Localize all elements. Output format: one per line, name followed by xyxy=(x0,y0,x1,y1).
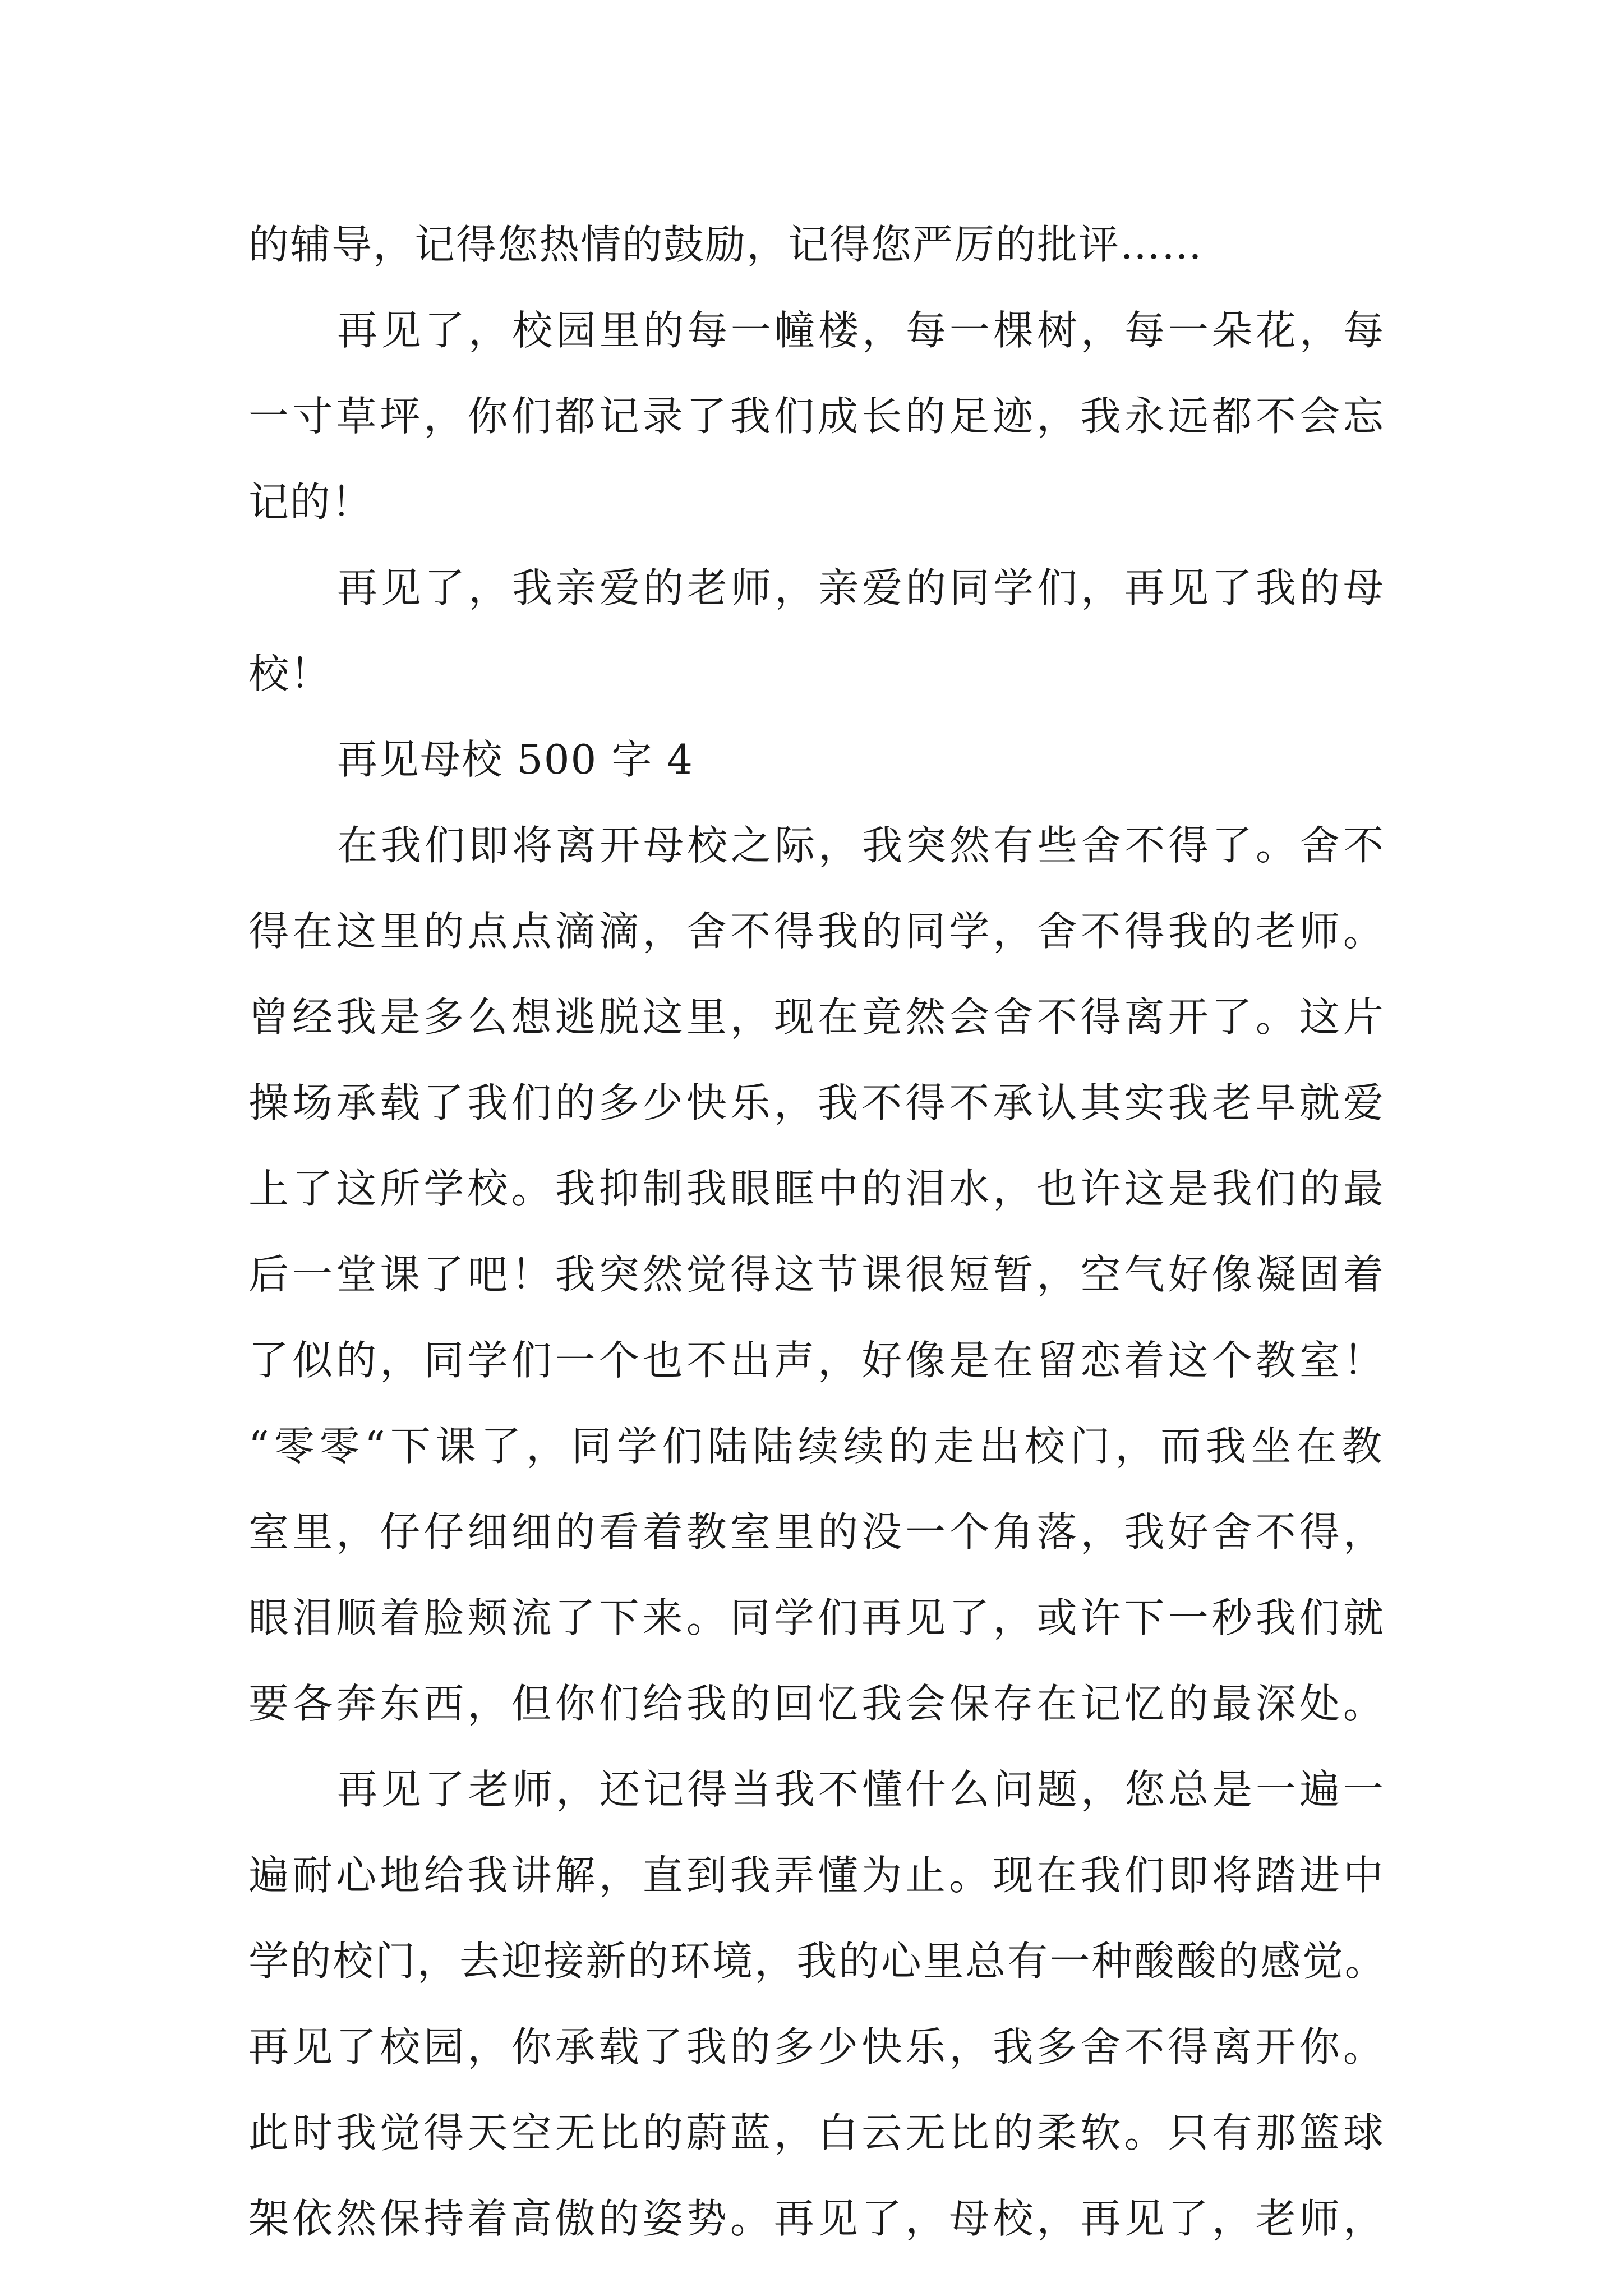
text-line: 上了这所学校。我抑制我眼眶中的泪水，也许这是我们的最 xyxy=(248,1165,1387,1212)
text-line: 操场承载了我们的多少快乐，我不得不承认其实我老早就爱 xyxy=(248,1079,1387,1126)
paragraph xyxy=(248,1747,1387,2262)
paragraph xyxy=(248,803,1387,1747)
text-line: 后一堂课了吧！我突然觉得这节课很短暂，空气好像凝固着 xyxy=(248,1251,1387,1298)
text-line: 记的！ xyxy=(248,478,374,526)
text-line: 此时我觉得天空无比的蔚蓝，白云无比的柔软。只有那篮球 xyxy=(248,2109,1387,2156)
paragraph xyxy=(248,202,1387,288)
text-line: 再见了老师，还记得当我不懂什么问题，您总是一遍一 xyxy=(337,1766,1387,1813)
text-line: 了似的，同学们一个也不出声，好像是在留恋着这个教室！ xyxy=(248,1337,1387,1384)
text-line: 再见了，我亲爱的老师，亲爱的同学们，再见了我的母 xyxy=(337,564,1387,611)
text-line: 再见了，校园里的每一幢楼，每一棵树，每一朵花，每 xyxy=(337,307,1387,354)
text-line: 在我们即将离开母校之际，我突然有些舍不得了。舍不 xyxy=(337,822,1387,869)
text-line: 曾经我是多么想逃脱这里，现在竟然会舍不得离开了。这片 xyxy=(248,993,1387,1041)
text-line: 的辅导，记得您热情的鼓励，记得您严厉的批评…… xyxy=(248,221,1204,268)
document-body xyxy=(248,202,1387,2262)
paragraph xyxy=(248,717,1387,803)
paragraph xyxy=(248,288,1387,545)
text-line: 遍耐心地给我讲解，直到我弄懂为止。现在我们即将踏进中 xyxy=(248,1852,1387,1899)
text-line: 要各奔东西，但你们给我的回忆我会保存在记忆的最深处。 xyxy=(248,1680,1387,1727)
text-line: 一寸草坪，你们都记录了我们成长的足迹，我永远都不会忘 xyxy=(248,393,1387,440)
paragraph xyxy=(248,545,1387,717)
text-line: 再见母校 500 字 4 xyxy=(337,736,694,783)
text-line: 室里，仔仔细细的看着教室里的没一个角落，我好舍不得， xyxy=(248,1508,1387,1556)
text-line: 再见了校园，你承载了我的多少快乐，我多舍不得离开你。 xyxy=(248,2023,1387,2070)
text-line: 眼泪顺着脸颊流了下来。同学们再见了，或许下一秒我们就 xyxy=(248,1594,1387,1641)
text-line: 得在这里的点点滴滴，舍不得我的同学，舍不得我的老师。 xyxy=(248,908,1387,955)
text-line: 学的校门，去迎接新的环境，我的心里总有一种酸酸的感觉。 xyxy=(248,1938,1387,1985)
text-line: “零零“下课了，同学们陆陆续续的走出校门，而我坐在教 xyxy=(248,1423,1387,1470)
text-line: 校！ xyxy=(248,650,332,697)
text-line: 架依然保持着高傲的姿势。再见了，母校，再见了，老师， xyxy=(248,2195,1387,2242)
